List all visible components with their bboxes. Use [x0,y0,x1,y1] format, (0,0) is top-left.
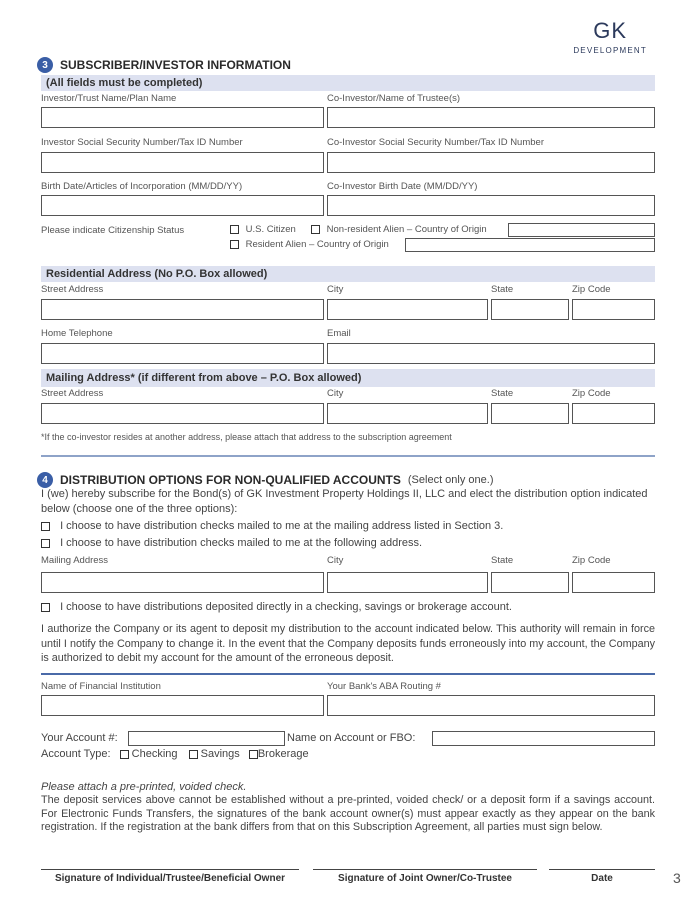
email-field[interactable] [327,343,655,364]
investor-ssn-label: Investor Social Security Number/Tax ID Number [41,137,243,148]
dist-mailing-label: Mailing Address [41,555,109,566]
co-investor-ssn-label: Co-Investor Social Security Number/Tax ID Number [327,137,544,148]
section-4-title-text: DISTRIBUTION OPTIONS FOR NON-QUALIFIED ACCOUNTS [60,473,401,487]
co-investor-name-field[interactable] [327,107,655,128]
co-investor-name-label: Co-Investor/Name of Trustee(s) [327,93,461,104]
routing-label: Your Bank's ABA Routing # [327,681,441,692]
investor-name-field[interactable] [41,107,324,128]
authorization-text: I authorize the Company or its agent to deposit my distribution to the account indicated below. This authority will remain in force until I notify the Company to change it. In the event that the Company deposits funds erroneously into my account, the Company is authorized to debit my account for the amount of the erroneous deposit. [41,623,655,664]
option-1[interactable] [41,519,503,534]
savings-checkbox[interactable] [189,750,198,759]
mail-zip-field[interactable] [572,403,655,424]
savings-label: Savings [200,748,240,760]
resident-alien-checkbox[interactable] [230,240,239,249]
account-type-label: Account Type: [41,748,111,760]
mail-street-label: Street Address [41,388,104,399]
checking-checkbox[interactable] [120,750,129,759]
section-3-title-text: SUBSCRIBER/INVESTOR INFORMATION [60,58,291,72]
email-label: Email [327,328,351,339]
dist-zip-label: Zip Code [572,555,611,566]
res-zip-label: Zip Code [572,284,611,295]
dist-city-field[interactable] [327,572,488,593]
investor-name-label: Investor/Trust Name/Plan Name [41,93,177,104]
brokerage-option[interactable] [249,748,309,760]
non-resident-label: Non-resident Alien – Country of Origin [326,224,487,235]
signature-line-joint[interactable] [313,869,537,870]
mail-street-field[interactable] [41,403,324,424]
dist-zip-field[interactable] [572,572,655,593]
attach-check-text: The deposit services above cannot be established without a pre-printed, voided check/ or a deposit form if a savings account. For Electronic Funds Transfers, the signatures of the bank account owner(s) must appear exactly as they appear on the bank registration. If the registration at the bank differs from that on this Subscription Agreement, all parties must sign below. [41,794,655,834]
signature-individual-label: Signature of Individual/Trustee/Beneficial Owner [54,873,286,884]
gk-logo [573,18,647,55]
all-fields-band: (All fields must be completed) [41,75,655,91]
distribution-intro: I (we) hereby subscribe for the Bond(s) of GK Investment Property Holdings II, LLC and elect the distribution option indicated below (choose one of the three options): [41,488,648,515]
co-birth-date-label: Co-Investor Birth Date (MM/DD/YY) [327,181,478,192]
select-only-one-note: (Select only one.) [407,474,494,486]
mail-city-field[interactable] [327,403,488,424]
citizenship-label: Please indicate Citizenship Status [41,225,185,236]
option-2[interactable] [41,536,422,551]
account-number-label: Your Account #: [41,732,118,744]
us-citizen-label: U.S. Citizen [245,224,296,235]
section-4-title [37,472,494,488]
resident-alien-label: Resident Alien – Country of Origin [245,239,389,250]
mail-zip-label: Zip Code [572,388,611,399]
res-street-label: Street Address [41,284,104,295]
name-on-account-field[interactable] [432,731,655,746]
dist-state-label: State [491,555,514,566]
dist-mailing-field[interactable] [41,572,324,593]
dist-state-field[interactable] [491,572,569,593]
savings-option[interactable] [189,748,240,760]
non-resident-country-field[interactable] [508,223,655,237]
us-citizen-checkbox[interactable] [230,225,239,234]
account-type-row [41,747,309,762]
checking-option[interactable] [120,748,178,760]
birth-date-field[interactable] [41,195,324,216]
res-zip-field[interactable] [572,299,655,320]
routing-field[interactable] [327,695,655,716]
option-1-checkbox[interactable] [41,522,50,531]
mailing-address-band: Mailing Address* (if different from above – P.O. Box allowed) [41,369,655,387]
res-street-field[interactable] [41,299,324,320]
brokerage-checkbox[interactable] [249,750,258,759]
institution-label: Name of Financial Institution [41,681,161,692]
account-number-field[interactable] [128,731,285,746]
res-state-field[interactable] [491,299,569,320]
mail-state-field[interactable] [491,403,569,424]
institution-field[interactable] [41,695,324,716]
non-resident-option[interactable] [311,224,487,235]
resident-country-field[interactable] [405,238,655,252]
bank-divider [41,673,655,675]
res-state-label: State [491,284,514,295]
name-on-account-label: Name on Account or FBO: [287,732,416,744]
section-number-badge: 4 [37,472,53,488]
option-3-checkbox[interactable] [41,603,50,612]
option-2-checkbox[interactable] [41,539,50,548]
birth-date-label: Birth Date/Articles of Incorporation (MM/DD/YY) [41,181,243,192]
home-phone-field[interactable] [41,343,324,364]
checking-label: Checking [131,748,178,760]
signature-joint-label: Signature of Joint Owner/Co-Trustee [338,873,512,884]
option-2-label: I choose to have distribution checks mailed to me at the following address. [60,537,423,549]
logo-mark: GK [593,18,628,43]
res-city-label: City [327,284,344,295]
resident-alien-option[interactable] [230,239,389,250]
signature-line-individual[interactable] [41,869,299,870]
section-number-badge: 3 [37,57,53,73]
option-3-label: I choose to have distributions deposited directly in a checking, savings or brokerage account. [60,601,512,613]
signature-date-label: Date [591,873,613,884]
page-number: 3 [673,870,681,886]
co-investor-ssn-field[interactable] [327,152,655,173]
home-phone-label: Home Telephone [41,328,113,339]
section-3-title [37,57,291,73]
signature-line-date[interactable] [549,869,655,870]
attach-check-title: Please attach a pre-printed, voided check. [41,781,247,793]
logo-subtitle: DEVELOPMENT [573,46,647,55]
mail-city-label: City [327,388,344,399]
brokerage-label: Brokerage [257,748,309,760]
non-resident-checkbox[interactable] [311,225,320,234]
option-3[interactable] [41,600,512,615]
option-1-label: I choose to have distribution checks mailed to me at the mailing address listed in Section 3. [60,520,504,532]
co-investor-address-note: *If the co-investor resides at another address, please attach that address to the subscription agreement [41,432,452,442]
section-divider [41,455,655,457]
mail-state-label: State [491,388,514,399]
dist-city-label: City [327,555,344,566]
investor-ssn-field[interactable] [41,152,324,173]
residential-address-band: Residential Address (No P.O. Box allowed) [41,266,655,282]
co-birth-date-field[interactable] [327,195,655,216]
res-city-field[interactable] [327,299,488,320]
us-citizen-option[interactable] [230,224,296,235]
